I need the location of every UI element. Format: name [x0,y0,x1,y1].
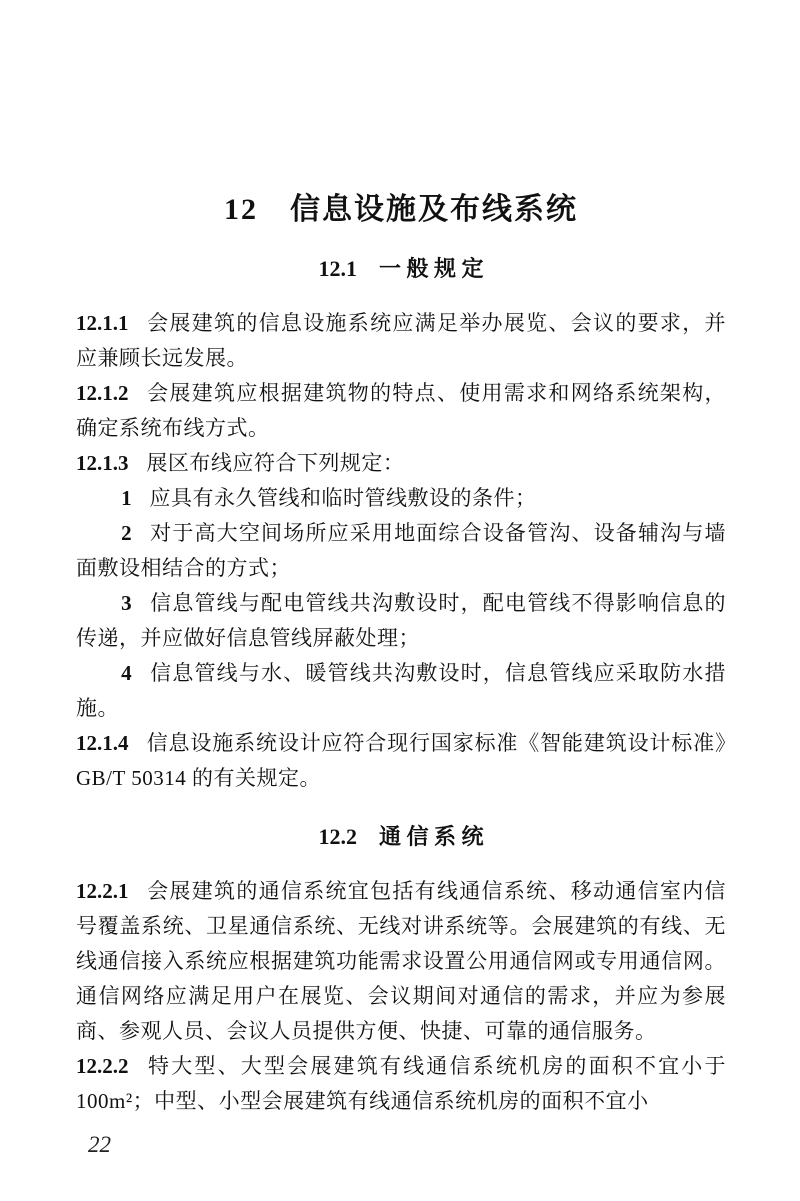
clause-number: 12.2.1 [76,879,129,903]
list-item-text: 信息管线与水、暖管线共沟敷设时，信息管线应采取防水措施。 [76,661,726,720]
clause-text: 会展建筑应根据建筑物的特点、使用需求和网络系统架构，确定系统布线方式。 [76,381,726,440]
list-item-3 [76,586,726,656]
clause-text: 展区布线应符合下列规定： [146,451,405,475]
clause-12-1-1 [76,306,726,376]
clause-12-1-2 [76,376,726,446]
list-item-text: 信息管线与配电管线共沟敷设时，配电管线不得影响信息的传递，并应做好信息管线屏蔽处理； [76,591,726,650]
clause-number: 12.1.4 [76,731,129,755]
clause-12-1-3 [76,446,726,481]
chapter-title: 12 信息设施及布线系统 [224,193,578,226]
clause-12-2-2 [76,1049,726,1119]
list-item-2 [76,516,726,586]
clause-text: 会展建筑的信息设施系统应满足举办展览、会议的要求，并应兼顾长远发展。 [76,311,726,370]
page-number: 22 [88,1132,111,1157]
clause-number: 12.2.2 [76,1054,129,1078]
list-item-number: 1 [121,486,132,510]
list-item-text: 应具有永久管线和临时管线敷设的条件； [149,486,537,510]
clause-text: 信息设施系统设计应符合现行国家标准《智能建筑设计标准》GB/T 50314 的有关规定。 [76,731,726,790]
list-item-1 [76,481,726,516]
list-item-number: 2 [121,521,132,545]
section-heading-12-2: 12.2 通 信 系 统 [318,824,484,849]
clause-12-2-1 [76,874,726,1049]
clause-number: 12.1.3 [76,451,129,475]
list-item-4 [76,656,726,726]
list-item-text: 对于高大空间场所应采用地面综合设备管沟、设备辅沟与墙面敷设相结合的方式； [76,521,726,580]
clause-text: 特大型、大型会展建筑有线通信系统机房的面积不宜小于 100m²；中型、小型会展建筑有线通信系统机房的面积不宜小 [76,1054,726,1113]
clause-text: 会展建筑的通信系统宜包括有线通信系统、移动通信室内信号覆盖系统、卫星通信系统、无线对讲系统等。会展建筑的有线、无线通信接入系统应根据建筑功能需求设置公用通信网或专用通信网。通信网络应满足用户在展览、会议期间对通信的需求，并应为参展商、参观人员、会议人员提供方便、快捷、可靠的通信服务。 [76,879,726,1043]
section-heading-12-1: 12.1 一 般 规 定 [318,256,484,281]
clause-12-1-4 [76,726,726,796]
list-item-number: 4 [121,661,132,685]
clause-number: 12.1.2 [76,381,129,405]
clause-number: 12.1.1 [76,311,129,335]
list-item-number: 3 [121,591,132,615]
